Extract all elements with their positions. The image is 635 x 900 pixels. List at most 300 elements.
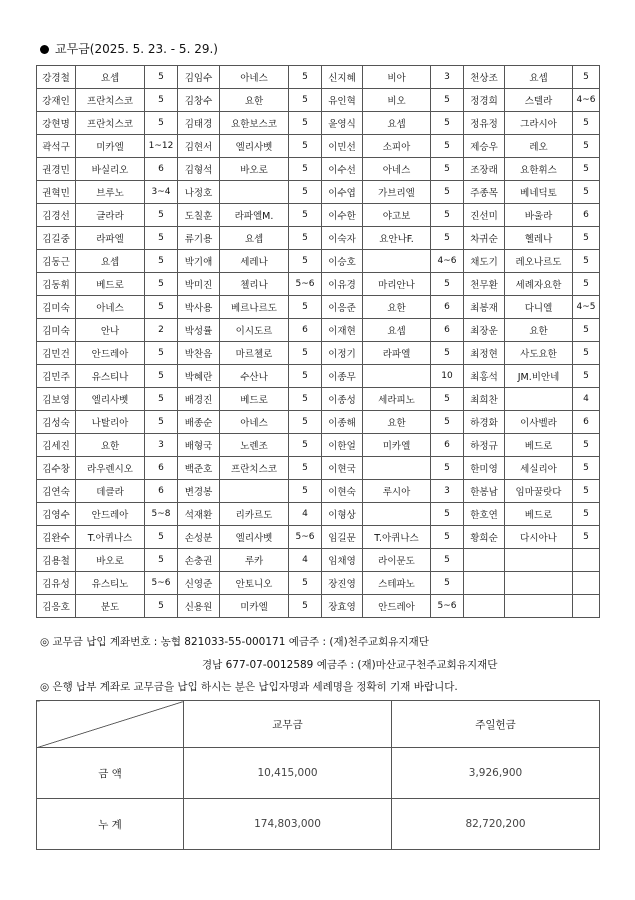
name-cell: 강현명 xyxy=(37,112,76,135)
name-cell: 조장래 xyxy=(464,158,505,181)
month-cell: 5 xyxy=(289,66,322,89)
month-cell: 5 xyxy=(573,112,600,135)
month-cell: 5 xyxy=(145,89,178,112)
month-cell: 5 xyxy=(289,434,322,457)
baptismal-name-cell: 안드레아 xyxy=(363,595,431,618)
baptismal-name-cell: 안나 xyxy=(76,319,145,342)
month-cell: 5 xyxy=(573,158,600,181)
month-cell: 5 xyxy=(289,411,322,434)
table-row xyxy=(37,388,600,411)
month-cell: 5 xyxy=(431,503,464,526)
name-cell: 김영수 xyxy=(37,503,76,526)
baptismal-name-cell: 라파엘 xyxy=(76,227,145,250)
month-cell: 5 xyxy=(145,112,178,135)
baptismal-name-cell: 요셉 xyxy=(363,112,431,135)
month-cell: 5 xyxy=(145,365,178,388)
baptismal-name-cell xyxy=(220,181,289,204)
baptismal-name-cell: 세라피노 xyxy=(363,388,431,411)
month-cell: 5 xyxy=(573,365,600,388)
name-cell: 황희순 xyxy=(464,526,505,549)
bullet-icon xyxy=(40,45,49,54)
table-row xyxy=(37,158,600,181)
baptismal-name-cell: 요셉 xyxy=(363,319,431,342)
name-cell: 주종목 xyxy=(464,181,505,204)
name-cell: 윤영식 xyxy=(322,112,363,135)
baptismal-name-cell xyxy=(363,457,431,480)
name-cell: 김미숙 xyxy=(37,296,76,319)
baptismal-name-cell: 안토니오 xyxy=(220,572,289,595)
name-cell: 최장운 xyxy=(464,319,505,342)
baptismal-name-cell: 다시아나 xyxy=(505,526,573,549)
baptismal-name-cell xyxy=(363,250,431,273)
baptismal-name-cell: 이시도르 xyxy=(220,319,289,342)
title-text: 교무금(2025. 5. 23. - 5. 29.) xyxy=(55,42,218,56)
month-cell: 6 xyxy=(573,411,600,434)
name-cell: 김유성 xyxy=(37,572,76,595)
baptismal-name-cell: 요한 xyxy=(363,411,431,434)
name-cell: 김경선 xyxy=(37,204,76,227)
baptismal-name-cell: 아네스 xyxy=(363,158,431,181)
month-cell: 6 xyxy=(145,480,178,503)
baptismal-name-cell xyxy=(363,503,431,526)
baptismal-name-cell: 루카 xyxy=(220,549,289,572)
month-cell: 5 xyxy=(431,411,464,434)
baptismal-name-cell: 브루노 xyxy=(76,181,145,204)
table-row xyxy=(37,181,600,204)
name-cell: 김용철 xyxy=(37,549,76,572)
baptismal-name-cell: 베르나르도 xyxy=(220,296,289,319)
baptismal-name-cell: 프란치스코 xyxy=(220,457,289,480)
donor-table-body xyxy=(37,66,600,618)
baptismal-name-cell: 바울라 xyxy=(505,204,573,227)
month-cell: 5 xyxy=(145,296,178,319)
baptismal-name-cell: 요한휘스 xyxy=(505,158,573,181)
month-cell: 5 xyxy=(289,112,322,135)
baptismal-name-cell: 그라시아 xyxy=(505,112,573,135)
table-row xyxy=(37,503,600,526)
baptismal-name-cell: 요셉 xyxy=(76,250,145,273)
name-cell: 채도기 xyxy=(464,250,505,273)
name-cell: 천상조 xyxy=(464,66,505,89)
name-cell: 박사용 xyxy=(178,296,220,319)
name-cell: 진선미 xyxy=(464,204,505,227)
table-row xyxy=(37,319,600,342)
summary-header-sunday: 주일헌금 xyxy=(392,701,600,748)
baptismal-name-cell xyxy=(363,365,431,388)
summary-table xyxy=(36,700,600,850)
name-cell: 변경봉 xyxy=(178,480,220,503)
table-row xyxy=(37,342,600,365)
month-cell: 5 xyxy=(289,572,322,595)
month-cell: 2 xyxy=(145,319,178,342)
table-row xyxy=(37,66,600,89)
name-cell: 김동휘 xyxy=(37,273,76,296)
month-cell: 5 xyxy=(145,595,178,618)
name-cell: 김태경 xyxy=(178,112,220,135)
baptismal-name-cell: 라파엘 xyxy=(363,342,431,365)
baptismal-name-cell xyxy=(505,572,573,595)
name-cell: 이수엽 xyxy=(322,181,363,204)
name-cell: 박미진 xyxy=(178,273,220,296)
month-cell: 5 xyxy=(573,250,600,273)
name-cell: 김성숙 xyxy=(37,411,76,434)
month-cell: 4~5 xyxy=(573,296,600,319)
baptismal-name-cell: 베드로 xyxy=(76,273,145,296)
month-cell: 5 xyxy=(145,411,178,434)
baptismal-name-cell: 세실리아 xyxy=(505,457,573,480)
baptismal-name-cell: 요셉 xyxy=(76,66,145,89)
table-row xyxy=(37,572,600,595)
name-cell: 곽석구 xyxy=(37,135,76,158)
name-cell: 신영준 xyxy=(178,572,220,595)
baptismal-name-cell: 엘리사벳 xyxy=(76,388,145,411)
name-cell: 이수한 xyxy=(322,204,363,227)
baptismal-name-cell: 프란치스코 xyxy=(76,89,145,112)
month-cell: 5 xyxy=(573,135,600,158)
baptismal-name-cell: 미카엘 xyxy=(76,135,145,158)
baptismal-name-cell: 요한보스코 xyxy=(220,112,289,135)
name-cell: 김임수 xyxy=(178,66,220,89)
name-cell: 권혁민 xyxy=(37,181,76,204)
name-cell: 도칠훈 xyxy=(178,204,220,227)
name-cell: 이현숙 xyxy=(322,480,363,503)
table-row xyxy=(37,250,600,273)
month-cell: 10 xyxy=(431,365,464,388)
month-cell: 5 xyxy=(289,204,322,227)
baptismal-name-cell: 라파엘M. xyxy=(220,204,289,227)
baptismal-name-cell: 프란치스코 xyxy=(76,112,145,135)
month-cell: 5 xyxy=(431,342,464,365)
name-cell: 이종해 xyxy=(322,411,363,434)
account-note-2: 경남 677-07-0012589 예금주 : (재)마산교구천주교회유지재단 xyxy=(202,659,498,671)
baptismal-name-cell: 사도요한 xyxy=(505,342,573,365)
name-cell: 하경화 xyxy=(464,411,505,434)
month-cell: 5~8 xyxy=(145,503,178,526)
name-cell: 이현국 xyxy=(322,457,363,480)
summary-header-offering: 교무금 xyxy=(184,701,392,748)
month-cell: 5 xyxy=(289,158,322,181)
month-cell: 4 xyxy=(289,549,322,572)
baptismal-name-cell: 요셉 xyxy=(505,66,573,89)
baptismal-name-cell: 요한 xyxy=(220,89,289,112)
baptismal-name-cell: 레오 xyxy=(505,135,573,158)
name-cell: 이형상 xyxy=(322,503,363,526)
name-cell xyxy=(464,572,505,595)
name-cell: 최희찬 xyxy=(464,388,505,411)
month-cell: 5 xyxy=(289,388,322,411)
table-row xyxy=(37,227,600,250)
baptismal-name-cell: 라이문도 xyxy=(363,549,431,572)
table-row xyxy=(37,296,600,319)
name-cell: 정유정 xyxy=(464,112,505,135)
month-cell: 5 xyxy=(431,112,464,135)
month-cell: 5 xyxy=(289,457,322,480)
name-cell: 손충권 xyxy=(178,549,220,572)
month-cell: 5 xyxy=(289,181,322,204)
baptismal-name-cell: 안드레아 xyxy=(76,342,145,365)
name-cell: 손성분 xyxy=(178,526,220,549)
month-cell: 5~6 xyxy=(431,595,464,618)
baptismal-name-cell: 세레나 xyxy=(220,250,289,273)
name-cell: 차귀순 xyxy=(464,227,505,250)
name-cell: 유인혁 xyxy=(322,89,363,112)
month-cell: 5 xyxy=(431,457,464,480)
month-cell: 5 xyxy=(573,66,600,89)
name-cell: 이유경 xyxy=(322,273,363,296)
name-cell: 한봉남 xyxy=(464,480,505,503)
baptismal-name-cell: 세례자요한 xyxy=(505,273,573,296)
month-cell: 5 xyxy=(289,595,322,618)
baptismal-name-cell: 소피아 xyxy=(363,135,431,158)
month-cell: 4~6 xyxy=(431,250,464,273)
name-cell: 신지혜 xyxy=(322,66,363,89)
name-cell: 박혜란 xyxy=(178,365,220,388)
baptismal-name-cell: 리카르도 xyxy=(220,503,289,526)
month-cell: 5 xyxy=(145,342,178,365)
donor-table xyxy=(36,65,600,618)
baptismal-name-cell: 아네스 xyxy=(76,296,145,319)
table-row xyxy=(37,549,600,572)
name-cell: 김응호 xyxy=(37,595,76,618)
month-cell: 6 xyxy=(289,319,322,342)
table-row xyxy=(37,411,600,434)
table-row xyxy=(37,595,600,618)
month-cell: 5 xyxy=(289,89,322,112)
summary-amount-sunday: 3,926,900 xyxy=(392,748,600,799)
name-cell: 최홍석 xyxy=(464,365,505,388)
month-cell: 5 xyxy=(573,480,600,503)
baptismal-name-cell: 마리안나 xyxy=(363,273,431,296)
baptismal-name-cell: 안드레아 xyxy=(76,503,145,526)
month-cell: 5 xyxy=(573,181,600,204)
month-cell: 5 xyxy=(289,250,322,273)
month-cell: 5~6 xyxy=(289,273,322,296)
baptismal-name-cell: 야고보 xyxy=(363,204,431,227)
summary-total-sunday: 82,720,200 xyxy=(392,799,600,850)
baptismal-name-cell: 엘리사벳 xyxy=(220,135,289,158)
baptismal-name-cell: 요한 xyxy=(76,434,145,457)
name-cell: 배경진 xyxy=(178,388,220,411)
baptismal-name-cell: 헬레나 xyxy=(505,227,573,250)
month-cell: 5 xyxy=(573,227,600,250)
name-cell: 배형국 xyxy=(178,434,220,457)
month-cell: 5 xyxy=(431,135,464,158)
month-cell: 5 xyxy=(289,342,322,365)
page-title xyxy=(40,40,218,57)
name-cell: 이한얼 xyxy=(322,434,363,457)
month-cell: 5 xyxy=(573,342,600,365)
month-cell: 5 xyxy=(431,89,464,112)
table-row xyxy=(37,112,600,135)
month-cell: 5 xyxy=(573,319,600,342)
baptismal-name-cell: 글라라 xyxy=(76,204,145,227)
baptismal-name-cell: 스텔라 xyxy=(505,89,573,112)
month-cell: 5 xyxy=(145,549,178,572)
name-cell: 제승우 xyxy=(464,135,505,158)
month-cell: 6 xyxy=(573,204,600,227)
baptismal-name-cell: 베네딕토 xyxy=(505,181,573,204)
name-cell: 김창수 xyxy=(178,89,220,112)
baptismal-name-cell: 아네스 xyxy=(220,66,289,89)
name-cell: 김민건 xyxy=(37,342,76,365)
baptismal-name-cell: 비오 xyxy=(363,89,431,112)
baptismal-name-cell: 요한 xyxy=(363,296,431,319)
table-row xyxy=(37,457,600,480)
name-cell: 김보영 xyxy=(37,388,76,411)
baptismal-name-cell: 미카엘 xyxy=(220,595,289,618)
table-row xyxy=(37,434,600,457)
name-cell: 백준호 xyxy=(178,457,220,480)
baptismal-name-cell: 데클라 xyxy=(76,480,145,503)
name-cell: 김현서 xyxy=(178,135,220,158)
name-cell: 김형석 xyxy=(178,158,220,181)
name-cell: 이종무 xyxy=(322,365,363,388)
baptismal-name-cell: 미카엘 xyxy=(363,434,431,457)
baptismal-name-cell: 베드로 xyxy=(220,388,289,411)
name-cell: 배종순 xyxy=(178,411,220,434)
name-cell: 최봉재 xyxy=(464,296,505,319)
baptismal-name-cell: 비아 xyxy=(363,66,431,89)
baptismal-name-cell xyxy=(505,388,573,411)
baptismal-name-cell: 첼리나 xyxy=(220,273,289,296)
month-cell xyxy=(573,549,600,572)
month-cell: 5 xyxy=(431,526,464,549)
month-cell: 5 xyxy=(431,388,464,411)
month-cell: 5 xyxy=(431,572,464,595)
name-cell: 김수창 xyxy=(37,457,76,480)
name-cell: 강재인 xyxy=(37,89,76,112)
account-note-1: ◎ 교무금 납입 계좌번호 : 농협 821033-55-000171 예금주 : (재)천주교회유지재단 xyxy=(40,636,429,648)
baptismal-name-cell: 라우렌시오 xyxy=(76,457,145,480)
baptismal-name-cell: 바오로 xyxy=(76,549,145,572)
name-cell: 최정현 xyxy=(464,342,505,365)
baptismal-name-cell xyxy=(505,595,573,618)
baptismal-name-cell: 루시아 xyxy=(363,480,431,503)
baptismal-name-cell: 바오로 xyxy=(220,158,289,181)
month-cell: 5 xyxy=(431,181,464,204)
name-cell: 이승호 xyxy=(322,250,363,273)
month-cell: 5 xyxy=(145,66,178,89)
table-row xyxy=(37,480,600,503)
month-cell: 5 xyxy=(145,204,178,227)
name-cell: 임채영 xyxy=(322,549,363,572)
name-cell: 류기용 xyxy=(178,227,220,250)
month-cell: 5 xyxy=(573,526,600,549)
baptismal-name-cell: 바실리오 xyxy=(76,158,145,181)
month-cell: 6 xyxy=(431,319,464,342)
name-cell: 김연숙 xyxy=(37,480,76,503)
month-cell: 5 xyxy=(145,227,178,250)
month-cell: 3 xyxy=(145,434,178,457)
name-cell: 이재현 xyxy=(322,319,363,342)
month-cell: 5 xyxy=(289,365,322,388)
name-cell: 장효영 xyxy=(322,595,363,618)
name-cell: 이정기 xyxy=(322,342,363,365)
month-cell: 6 xyxy=(431,434,464,457)
baptismal-name-cell xyxy=(220,480,289,503)
month-cell: 5 xyxy=(145,388,178,411)
month-cell: 3~4 xyxy=(145,181,178,204)
baptismal-name-cell: 수산나 xyxy=(220,365,289,388)
month-cell: 4 xyxy=(573,388,600,411)
baptismal-name-cell: 요한 xyxy=(505,319,573,342)
baptismal-name-cell: 임마꿀랏다 xyxy=(505,480,573,503)
name-cell: 정경희 xyxy=(464,89,505,112)
baptismal-name-cell: 분도 xyxy=(76,595,145,618)
baptismal-name-cell: 다니엘 xyxy=(505,296,573,319)
month-cell: 5 xyxy=(289,227,322,250)
month-cell: 3 xyxy=(431,66,464,89)
baptismal-name-cell: 이사벨라 xyxy=(505,411,573,434)
month-cell: 5 xyxy=(431,273,464,296)
baptismal-name-cell: JM.비안네 xyxy=(505,365,573,388)
month-cell: 3 xyxy=(431,480,464,503)
month-cell: 5 xyxy=(145,273,178,296)
month-cell: 5 xyxy=(431,204,464,227)
summary-total-label: 누 계 xyxy=(37,799,184,850)
name-cell: 김동근 xyxy=(37,250,76,273)
month-cell: 4 xyxy=(289,503,322,526)
summary-amount-label: 금 액 xyxy=(37,748,184,799)
summary-amount-offering: 10,415,000 xyxy=(184,748,392,799)
baptismal-name-cell: T.아퀴나스 xyxy=(363,526,431,549)
name-cell: 이수선 xyxy=(322,158,363,181)
month-cell: 6 xyxy=(145,158,178,181)
table-row xyxy=(37,89,600,112)
month-cell: 6 xyxy=(431,296,464,319)
month-cell: 5 xyxy=(145,526,178,549)
baptismal-name-cell: 아네스 xyxy=(220,411,289,434)
name-cell: 박성률 xyxy=(178,319,220,342)
name-cell: 김세진 xyxy=(37,434,76,457)
baptismal-name-cell: 엘리사벳 xyxy=(220,526,289,549)
name-cell: 천무환 xyxy=(464,273,505,296)
baptismal-name-cell: 유스티노 xyxy=(76,572,145,595)
name-cell: 이종성 xyxy=(322,388,363,411)
name-cell: 한미영 xyxy=(464,457,505,480)
table-row xyxy=(37,204,600,227)
name-cell: 이숙자 xyxy=(322,227,363,250)
name-cell: 박찬음 xyxy=(178,342,220,365)
month-cell xyxy=(573,595,600,618)
month-cell: 5 xyxy=(573,503,600,526)
baptismal-name-cell: 마르첼로 xyxy=(220,342,289,365)
month-cell: 5 xyxy=(431,158,464,181)
month-cell: 5~6 xyxy=(289,526,322,549)
name-cell: 하정규 xyxy=(464,434,505,457)
month-cell: 5 xyxy=(145,250,178,273)
month-cell: 5 xyxy=(289,135,322,158)
month-cell: 5 xyxy=(431,549,464,572)
month-cell: 5 xyxy=(431,227,464,250)
baptismal-name-cell: 스테파노 xyxy=(363,572,431,595)
payment-instruction: ◎ 은행 납부 계좌로 교무금을 납입 하시는 분은 납입자명과 세례명을 정확히 기재 바랍니다. xyxy=(40,681,458,693)
table-row xyxy=(37,273,600,296)
month-cell: 1~12 xyxy=(145,135,178,158)
name-cell: 김길중 xyxy=(37,227,76,250)
baptismal-name-cell: 레오나르도 xyxy=(505,250,573,273)
name-cell xyxy=(464,595,505,618)
name-cell: 이응준 xyxy=(322,296,363,319)
baptismal-name-cell: 유스티나 xyxy=(76,365,145,388)
name-cell: 임길문 xyxy=(322,526,363,549)
month-cell: 6 xyxy=(145,457,178,480)
month-cell: 4~6 xyxy=(573,89,600,112)
baptismal-name-cell: 가브리엘 xyxy=(363,181,431,204)
baptismal-name-cell: 요셉 xyxy=(220,227,289,250)
table-row xyxy=(37,526,600,549)
baptismal-name-cell: T.아퀴나스 xyxy=(76,526,145,549)
